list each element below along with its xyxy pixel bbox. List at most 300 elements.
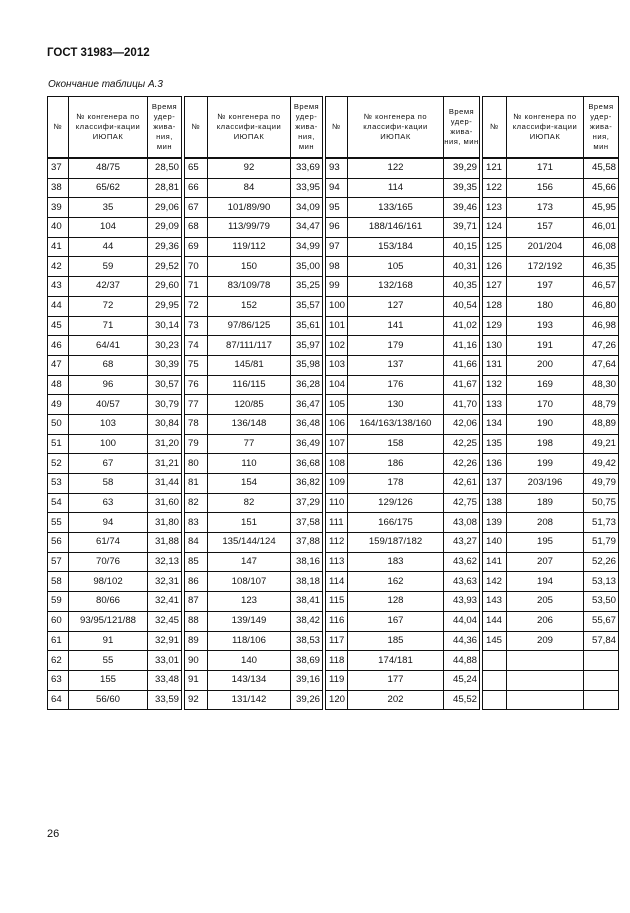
- header-time: Время удер-жива-ния, мин: [148, 97, 182, 159]
- row-number: 62: [48, 651, 69, 671]
- row-number: 135: [483, 434, 507, 454]
- congener-number: 139/149: [208, 611, 291, 631]
- retention-time: 43,27: [444, 533, 480, 553]
- congener-number: 96: [69, 375, 148, 395]
- table-row: [48, 316, 619, 336]
- congener-number: 122: [348, 158, 444, 178]
- row-number: 42: [48, 257, 69, 277]
- retention-time: 40,54: [444, 296, 480, 316]
- congener-number: 116/115: [208, 375, 291, 395]
- congener-number: 170: [507, 395, 584, 415]
- congener-number: 130: [348, 395, 444, 415]
- retention-time: 55,67: [584, 611, 619, 631]
- retention-time: 35,98: [291, 355, 323, 375]
- row-number: 128: [483, 296, 507, 316]
- row-number: 105: [326, 395, 348, 415]
- row-number: 73: [185, 316, 208, 336]
- congener-number: 136/148: [208, 414, 291, 434]
- row-number: 119: [326, 670, 348, 690]
- retention-time: 33,01: [148, 651, 182, 671]
- row-number: 132: [483, 375, 507, 395]
- row-number: 125: [483, 237, 507, 257]
- congener-number: 191: [507, 336, 584, 356]
- congener-number: 132/168: [348, 277, 444, 297]
- congener-number: 35: [69, 198, 148, 218]
- retention-time: 51,73: [584, 513, 619, 533]
- congener-number: 77: [208, 434, 291, 454]
- retention-time: 53,50: [584, 592, 619, 612]
- row-number: 79: [185, 434, 208, 454]
- header-time: Время удер-жива-ния, мин: [584, 97, 619, 159]
- congener-number: 174/181: [348, 651, 444, 671]
- row-number: 100: [326, 296, 348, 316]
- table-row: [48, 414, 619, 434]
- table-body: [48, 158, 619, 710]
- retention-time: 45,24: [444, 670, 480, 690]
- retention-time: 51,79: [584, 533, 619, 553]
- retention-time: 44,04: [444, 611, 480, 631]
- congener-number: 159/187/182: [348, 533, 444, 553]
- congener-number: [507, 690, 584, 710]
- row-number: 58: [48, 572, 69, 592]
- congener-number: 110: [208, 454, 291, 474]
- retention-time: 36,49: [291, 434, 323, 454]
- row-number: 76: [185, 375, 208, 395]
- row-number: 70: [185, 257, 208, 277]
- row-number: 137: [483, 474, 507, 494]
- congener-number: 198: [507, 434, 584, 454]
- congener-number: 48/75: [69, 158, 148, 178]
- congener-number: 59: [69, 257, 148, 277]
- row-number: 102: [326, 336, 348, 356]
- row-number: 47: [48, 355, 69, 375]
- retention-time: 29,36: [148, 237, 182, 257]
- retention-time: 41,66: [444, 355, 480, 375]
- retention-time: 33,95: [291, 178, 323, 198]
- row-number: 54: [48, 493, 69, 513]
- table-row: [48, 336, 619, 356]
- row-number: 75: [185, 355, 208, 375]
- congener-number: 167: [348, 611, 444, 631]
- row-number: 39: [48, 198, 69, 218]
- retention-time: 49,21: [584, 434, 619, 454]
- congener-number: 65/62: [69, 178, 148, 198]
- congener-number: 202: [348, 690, 444, 710]
- header-congener: № конгенера по классифи-кации ИЮПАК: [507, 97, 584, 159]
- row-number: 142: [483, 572, 507, 592]
- congener-number: 131/142: [208, 690, 291, 710]
- row-number: 86: [185, 572, 208, 592]
- row-number: 50: [48, 414, 69, 434]
- congener-number: 164/163/138/160: [348, 414, 444, 434]
- retention-time: 35,25: [291, 277, 323, 297]
- row-number: 43: [48, 277, 69, 297]
- row-number: 83: [185, 513, 208, 533]
- retention-time: 43,93: [444, 592, 480, 612]
- table-row: [48, 178, 619, 198]
- row-number: 63: [48, 670, 69, 690]
- table-row: [48, 277, 619, 297]
- row-number: 118: [326, 651, 348, 671]
- retention-time: 31,20: [148, 434, 182, 454]
- retention-time: 33,59: [148, 690, 182, 710]
- congener-number: 87/111/117: [208, 336, 291, 356]
- congener-number: 103: [69, 414, 148, 434]
- row-number: 99: [326, 277, 348, 297]
- row-number: 114: [326, 572, 348, 592]
- row-number: 134: [483, 414, 507, 434]
- table-row: [48, 395, 619, 415]
- row-number: 44: [48, 296, 69, 316]
- row-number: 55: [48, 513, 69, 533]
- retention-time: 38,16: [291, 552, 323, 572]
- retention-time: 39,46: [444, 198, 480, 218]
- header-num: №: [483, 97, 507, 159]
- congener-number: 113/99/79: [208, 218, 291, 238]
- congener-number: 68: [69, 355, 148, 375]
- retention-time: 30,79: [148, 395, 182, 415]
- retention-time: 41,67: [444, 375, 480, 395]
- header-num: №: [185, 97, 208, 159]
- congener-number: 208: [507, 513, 584, 533]
- table-row: [48, 237, 619, 257]
- congener-number: 84: [208, 178, 291, 198]
- row-number: 48: [48, 375, 69, 395]
- congener-number: 179: [348, 336, 444, 356]
- row-number: 56: [48, 533, 69, 553]
- congener-number: 118/106: [208, 631, 291, 651]
- retention-time: 41,02: [444, 316, 480, 336]
- retention-time: 34,47: [291, 218, 323, 238]
- congener-number: [507, 670, 584, 690]
- congener-number: 92: [208, 158, 291, 178]
- retention-time: 31,44: [148, 474, 182, 494]
- retention-time: 49,79: [584, 474, 619, 494]
- header-congener: № конгенера по классифи-кации ИЮПАК: [208, 97, 291, 159]
- retention-time: 53,13: [584, 572, 619, 592]
- row-number: 85: [185, 552, 208, 572]
- congener-number: 150: [208, 257, 291, 277]
- retention-time: 30,14: [148, 316, 182, 336]
- retention-time: 46,35: [584, 257, 619, 277]
- table-row: [48, 474, 619, 494]
- retention-time: 46,57: [584, 277, 619, 297]
- row-number: 138: [483, 493, 507, 513]
- congener-number: 178: [348, 474, 444, 494]
- row-number: 38: [48, 178, 69, 198]
- row-number: 110: [326, 493, 348, 513]
- row-number: 68: [185, 218, 208, 238]
- row-number: 53: [48, 474, 69, 494]
- retention-time: 33,69: [291, 158, 323, 178]
- table-header-row: [48, 97, 619, 159]
- congener-number: 93/95/121/88: [69, 611, 148, 631]
- congener-number: 193: [507, 316, 584, 336]
- retention-time: 39,29: [444, 158, 480, 178]
- table-row: [48, 493, 619, 513]
- document-header: ГОСТ 31983—2012: [47, 47, 150, 59]
- congener-number: 154: [208, 474, 291, 494]
- row-number: 139: [483, 513, 507, 533]
- row-number: 57: [48, 552, 69, 572]
- table-row: [48, 218, 619, 238]
- retention-time: 29,60: [148, 277, 182, 297]
- retention-time: 35,00: [291, 257, 323, 277]
- header-time: Время удер-жива-ния, мин: [291, 97, 323, 159]
- congener-number: 91: [69, 631, 148, 651]
- congener-number: 127: [348, 296, 444, 316]
- row-number: 108: [326, 454, 348, 474]
- row-number: 129: [483, 316, 507, 336]
- congener-number: 194: [507, 572, 584, 592]
- congener-number: 147: [208, 552, 291, 572]
- table-row: [48, 375, 619, 395]
- congener-number: 157: [507, 218, 584, 238]
- congener-number: 166/175: [348, 513, 444, 533]
- congener-number: 123: [208, 592, 291, 612]
- header-time: Время удер-жива-ния, мин: [444, 97, 480, 159]
- congener-number: 156: [507, 178, 584, 198]
- congener-number: 135/144/124: [208, 533, 291, 553]
- congener-number: 186: [348, 454, 444, 474]
- row-number: 112: [326, 533, 348, 553]
- retention-time: 40,35: [444, 277, 480, 297]
- congener-number: 206: [507, 611, 584, 631]
- retention-time: 38,69: [291, 651, 323, 671]
- row-number: 107: [326, 434, 348, 454]
- retention-time: 29,06: [148, 198, 182, 218]
- table-row: [48, 533, 619, 553]
- congener-number: 58: [69, 474, 148, 494]
- congener-number: 56/60: [69, 690, 148, 710]
- retention-time: 36,48: [291, 414, 323, 434]
- congener-number: 190: [507, 414, 584, 434]
- retention-time: 47,26: [584, 336, 619, 356]
- congener-number: 207: [507, 552, 584, 572]
- congener-number: 171: [507, 158, 584, 178]
- congener-number: 129/126: [348, 493, 444, 513]
- retention-time: 43,62: [444, 552, 480, 572]
- retention-time: 42,61: [444, 474, 480, 494]
- row-number: 104: [326, 375, 348, 395]
- congener-retention-table: [47, 96, 619, 710]
- retention-time: 35,61: [291, 316, 323, 336]
- congener-number: 177: [348, 670, 444, 690]
- congener-number: 100: [69, 434, 148, 454]
- congener-number: 153/184: [348, 237, 444, 257]
- row-number: 133: [483, 395, 507, 415]
- congener-number: 42/37: [69, 277, 148, 297]
- congener-number: 169: [507, 375, 584, 395]
- retention-time: 45,58: [584, 158, 619, 178]
- congener-number: 203/196: [507, 474, 584, 494]
- congener-number: 128: [348, 592, 444, 612]
- row-number: 116: [326, 611, 348, 631]
- retention-time: 37,88: [291, 533, 323, 553]
- retention-time: 50,75: [584, 493, 619, 513]
- retention-time: 41,70: [444, 395, 480, 415]
- congener-number: 151: [208, 513, 291, 533]
- row-number: 80: [185, 454, 208, 474]
- table-row: [48, 592, 619, 612]
- retention-time: 38,42: [291, 611, 323, 631]
- congener-number: 197: [507, 277, 584, 297]
- row-number: [483, 651, 507, 671]
- retention-time: 30,39: [148, 355, 182, 375]
- congener-number: 101/89/90: [208, 198, 291, 218]
- congener-number: 158: [348, 434, 444, 454]
- row-number: 113: [326, 552, 348, 572]
- retention-time: [584, 651, 619, 671]
- congener-number: 201/204: [507, 237, 584, 257]
- congener-number: 155: [69, 670, 148, 690]
- table-row: [48, 690, 619, 710]
- congener-number: 108/107: [208, 572, 291, 592]
- retention-time: 39,71: [444, 218, 480, 238]
- row-number: 51: [48, 434, 69, 454]
- retention-time: [584, 690, 619, 710]
- retention-time: 42,26: [444, 454, 480, 474]
- retention-time: 48,79: [584, 395, 619, 415]
- row-number: 74: [185, 336, 208, 356]
- table-row: [48, 198, 619, 218]
- retention-time: 46,01: [584, 218, 619, 238]
- retention-time: 36,82: [291, 474, 323, 494]
- congener-number: 114: [348, 178, 444, 198]
- row-number: 123: [483, 198, 507, 218]
- retention-time: 38,41: [291, 592, 323, 612]
- row-number: 77: [185, 395, 208, 415]
- row-number: 140: [483, 533, 507, 553]
- retention-time: 31,21: [148, 454, 182, 474]
- row-number: 61: [48, 631, 69, 651]
- congener-number: 145/81: [208, 355, 291, 375]
- congener-number: 185: [348, 631, 444, 651]
- congener-number: 119/112: [208, 237, 291, 257]
- congener-number: 143/134: [208, 670, 291, 690]
- table-row: [48, 552, 619, 572]
- table-row: [48, 158, 619, 178]
- retention-time: 32,13: [148, 552, 182, 572]
- row-number: 59: [48, 592, 69, 612]
- table-row: [48, 513, 619, 533]
- congener-number: [507, 651, 584, 671]
- congener-number: 133/165: [348, 198, 444, 218]
- row-number: 120: [326, 690, 348, 710]
- congener-number: 173: [507, 198, 584, 218]
- retention-time: 42,06: [444, 414, 480, 434]
- row-number: 64: [48, 690, 69, 710]
- row-number: 66: [185, 178, 208, 198]
- row-number: 106: [326, 414, 348, 434]
- retention-time: 33,48: [148, 670, 182, 690]
- retention-time: 39,16: [291, 670, 323, 690]
- row-number: 92: [185, 690, 208, 710]
- row-number: 69: [185, 237, 208, 257]
- row-number: 89: [185, 631, 208, 651]
- congener-number: 141: [348, 316, 444, 336]
- row-number: 52: [48, 454, 69, 474]
- row-number: 101: [326, 316, 348, 336]
- header-congener: № конгенера по классифи-кации ИЮПАК: [69, 97, 148, 159]
- retention-time: 32,45: [148, 611, 182, 631]
- congener-number: 180: [507, 296, 584, 316]
- row-number: 67: [185, 198, 208, 218]
- retention-time: 32,31: [148, 572, 182, 592]
- table-row: [48, 611, 619, 631]
- row-number: 131: [483, 355, 507, 375]
- retention-time: 43,08: [444, 513, 480, 533]
- retention-time: 30,84: [148, 414, 182, 434]
- retention-time: 31,60: [148, 493, 182, 513]
- row-number: 141: [483, 552, 507, 572]
- congener-number: 64/41: [69, 336, 148, 356]
- row-number: 72: [185, 296, 208, 316]
- row-number: 103: [326, 355, 348, 375]
- row-number: 91: [185, 670, 208, 690]
- row-number: 60: [48, 611, 69, 631]
- congener-number: 97/86/125: [208, 316, 291, 336]
- page-number: 26: [47, 828, 60, 840]
- retention-time: 52,26: [584, 552, 619, 572]
- retention-time: 32,91: [148, 631, 182, 651]
- congener-number: 63: [69, 493, 148, 513]
- congener-number: 200: [507, 355, 584, 375]
- row-number: 88: [185, 611, 208, 631]
- row-number: 97: [326, 237, 348, 257]
- congener-number: 172/192: [507, 257, 584, 277]
- row-number: 124: [483, 218, 507, 238]
- row-number: 84: [185, 533, 208, 553]
- retention-time: 36,28: [291, 375, 323, 395]
- row-number: 41: [48, 237, 69, 257]
- retention-time: 44,36: [444, 631, 480, 651]
- row-number: 40: [48, 218, 69, 238]
- retention-time: 37,29: [291, 493, 323, 513]
- retention-time: 29,95: [148, 296, 182, 316]
- row-number: 98: [326, 257, 348, 277]
- congener-number: 80/66: [69, 592, 148, 612]
- table-row: [48, 434, 619, 454]
- table-row: [48, 631, 619, 651]
- retention-time: 44,88: [444, 651, 480, 671]
- retention-time: 36,47: [291, 395, 323, 415]
- retention-time: 32,41: [148, 592, 182, 612]
- row-number: 71: [185, 277, 208, 297]
- retention-time: 39,26: [291, 690, 323, 710]
- row-number: 144: [483, 611, 507, 631]
- row-number: 82: [185, 493, 208, 513]
- row-number: 95: [326, 198, 348, 218]
- retention-time: 36,68: [291, 454, 323, 474]
- congener-number: 61/74: [69, 533, 148, 553]
- table-caption: Окончание таблицы А.3: [48, 79, 163, 90]
- congener-number: 188/146/161: [348, 218, 444, 238]
- retention-time: 41,16: [444, 336, 480, 356]
- table-row: [48, 296, 619, 316]
- row-number: 109: [326, 474, 348, 494]
- congener-number: 140: [208, 651, 291, 671]
- retention-time: 30,57: [148, 375, 182, 395]
- congener-number: 83/109/78: [208, 277, 291, 297]
- retention-time: 38,18: [291, 572, 323, 592]
- table-row: [48, 651, 619, 671]
- retention-time: 57,84: [584, 631, 619, 651]
- table-row: [48, 257, 619, 277]
- header-congener: № конгенера по классифи-кации ИЮПАК: [348, 97, 444, 159]
- retention-time: 47,64: [584, 355, 619, 375]
- row-number: 49: [48, 395, 69, 415]
